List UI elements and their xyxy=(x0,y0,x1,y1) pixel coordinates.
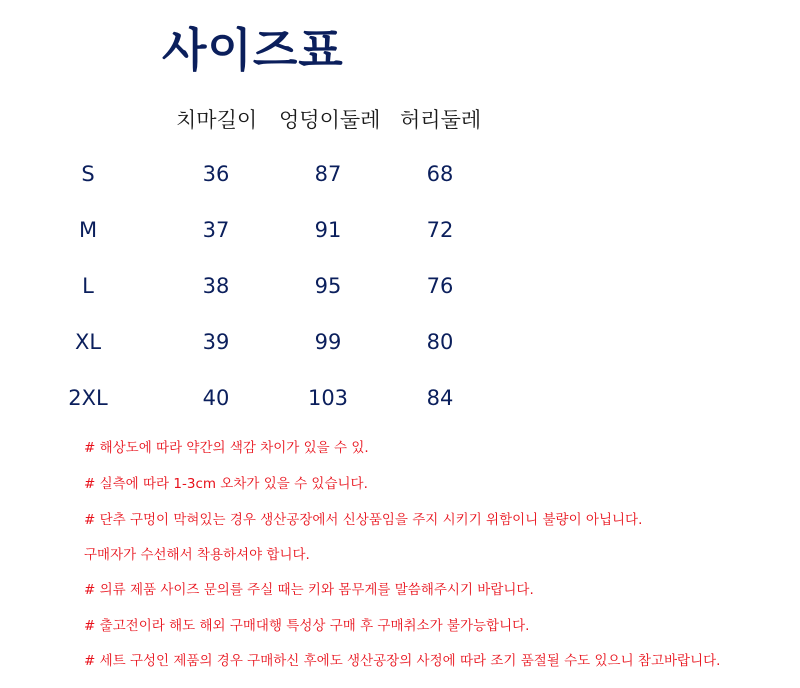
note-no-cancellation: # 출고전이라 해도 해외 구매대행 특성상 구매 후 구매취소가 불가능합니다. xyxy=(84,618,530,634)
note-size-inquiry: # 의류 제품 사이즈 문의를 주실 때는 키와 몸무게를 말씀해주시기 바랍니다. xyxy=(84,582,534,598)
note-set-soldout: # 세트 구성인 제품의 경우 구매하신 후에도 생산공장의 사정에 따라 조기 품절될 수도 있으니 참고바랍니다. xyxy=(84,653,721,669)
note-button-hole: # 단추 구멍이 막혀있는 경우 생산공장에서 신상품임을 주지 시키기 위함이니 불량이 아닙니다. xyxy=(84,512,643,528)
size-value: 72 xyxy=(426,218,454,242)
header-waist-circumference: 허리둘레 xyxy=(400,108,482,132)
size-value: 68 xyxy=(426,162,454,186)
note-measurement-error: # 실측에 따라 1-3cm 오차가 있을 수 있습니다. xyxy=(84,476,368,492)
note-color-variance: # 해상도에 따라 약간의 색감 차이가 있을 수 있. xyxy=(84,440,369,456)
size-value: 95 xyxy=(314,274,342,298)
size-value: 99 xyxy=(314,330,342,354)
size-value: 37 xyxy=(202,218,230,242)
header-hip-circumference: 엉덩이둘레 xyxy=(279,108,381,132)
size-value: 39 xyxy=(202,330,230,354)
size-chart-title: 사이즈표 xyxy=(162,23,344,77)
header-skirt-length: 치마길이 xyxy=(176,108,258,132)
size-value: 36 xyxy=(202,162,230,186)
size-label: L xyxy=(82,274,94,298)
size-value: 38 xyxy=(202,274,230,298)
size-label: XL xyxy=(74,330,102,354)
note-alteration: 구매자가 수선해서 착용하셔야 합니다. xyxy=(84,547,310,563)
size-label: M xyxy=(78,218,98,242)
size-value: 103 xyxy=(307,386,349,410)
size-value: 91 xyxy=(314,218,342,242)
size-label: S xyxy=(81,162,95,186)
size-value: 40 xyxy=(202,386,230,410)
size-value: 76 xyxy=(426,274,454,298)
size-value: 84 xyxy=(426,386,454,410)
size-value: 80 xyxy=(426,330,454,354)
size-label: 2XL xyxy=(68,386,108,410)
size-value: 87 xyxy=(314,162,342,186)
